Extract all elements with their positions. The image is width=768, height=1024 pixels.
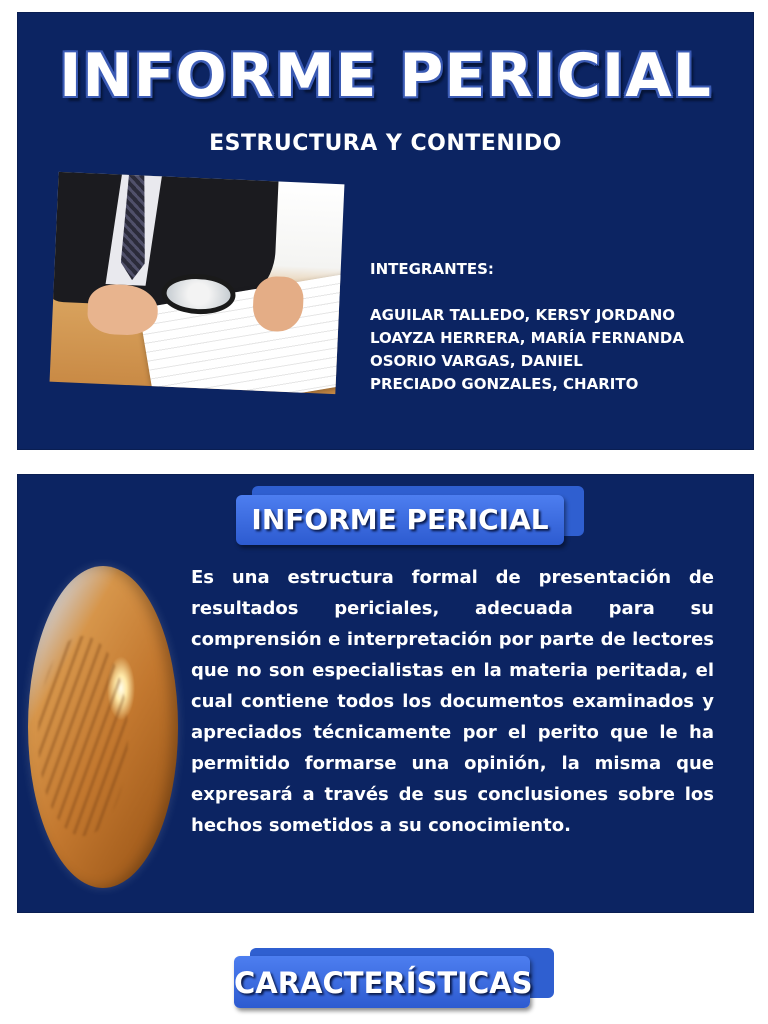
banner-label: CARACTERÍSTICAS bbox=[234, 966, 533, 1000]
member-item: AGUILAR TALLEDO, KERSY JORDANO bbox=[370, 306, 676, 324]
banner-label: INFORME PERICIAL bbox=[251, 503, 549, 536]
members-heading: INTEGRANTES: bbox=[370, 260, 494, 278]
section-banner-caracteristicas bbox=[234, 948, 556, 1010]
definition-paragraph: Es una estructura formal de presentación de resultados periciales, adecuada para su comprensión e interpretación por parte de lectores que no son especialistas en la materia peritada, el cual contiene todos los documentos examinados y apreciados técnicamente por el perito que le ha permitido formarse una opinión, la misma que expresará a través de sus conclusiones sobre los hechos sometidos a su conocimiento. bbox=[191, 567, 714, 836]
members-list bbox=[370, 258, 684, 396]
main-title: INFORME PERICIAL bbox=[59, 41, 712, 111]
slide-title bbox=[18, 13, 753, 449]
member-item: LOAYZA HERRERA, MARÍA FERNANDA bbox=[370, 329, 684, 347]
document-disc-image bbox=[28, 566, 178, 888]
section-banner-informe-pericial bbox=[236, 486, 586, 548]
member-item: OSORIO VARGAS, DANIEL bbox=[370, 352, 583, 370]
member-item: PRECIADO GONZALES, CHARITO bbox=[370, 375, 639, 393]
magnifying-glass-document-photo bbox=[50, 172, 345, 394]
subtitle: ESTRUCTURA Y CONTENIDO bbox=[209, 131, 562, 156]
